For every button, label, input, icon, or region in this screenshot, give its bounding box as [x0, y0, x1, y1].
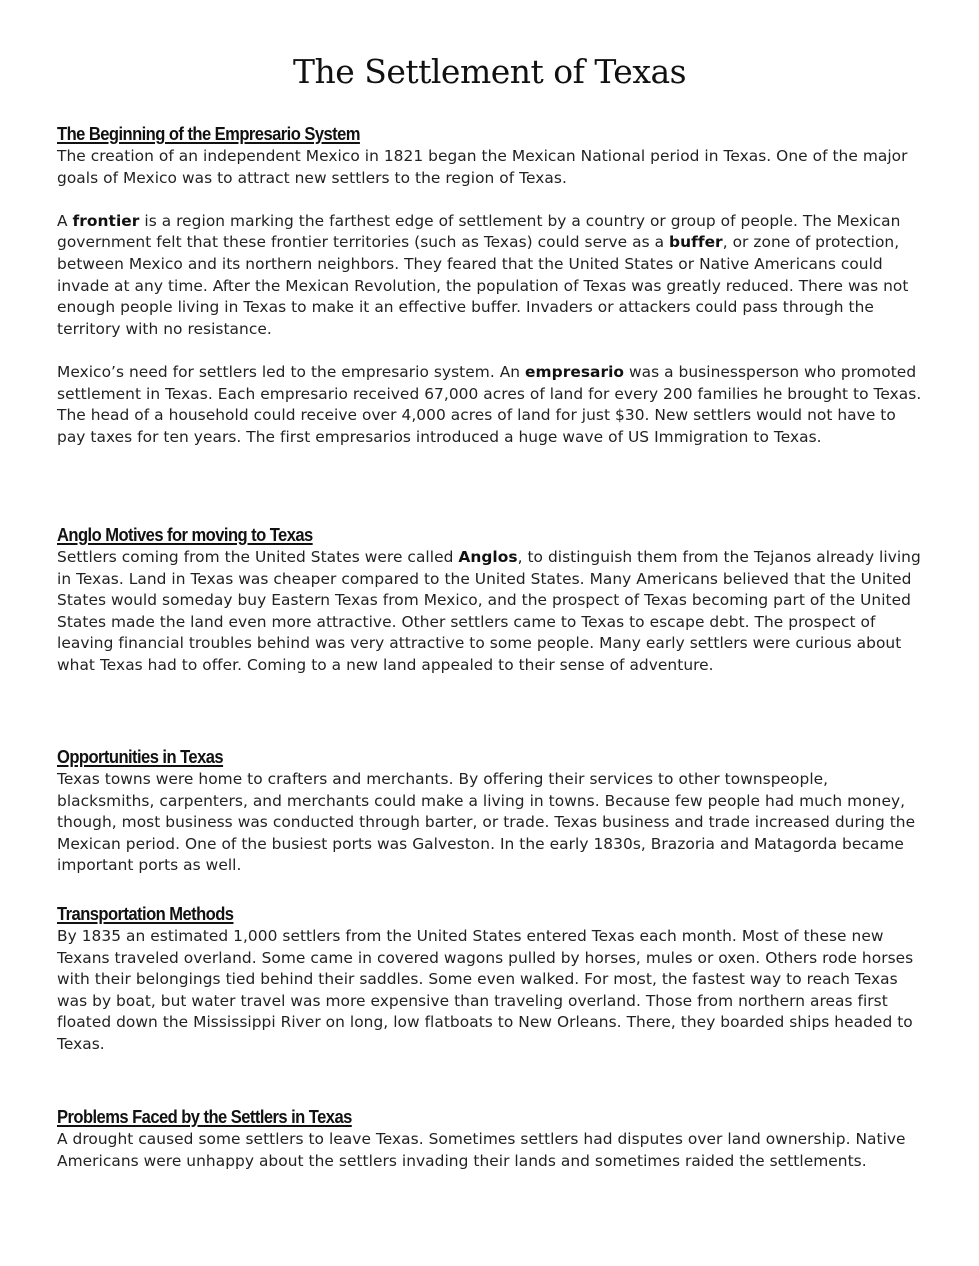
section-heading: Anglo Motives for moving to Texas [57, 525, 313, 545]
key-term-empresario: empresario [525, 362, 625, 381]
key-term-buffer: buffer [669, 233, 723, 252]
section-heading: The Beginning of the Empresario System [57, 124, 360, 144]
paragraph [57, 211, 925, 341]
key-term-frontier: frontier [72, 211, 140, 230]
paragraph-text: The creation of an independent Mexico in 1821 began the Mexican National period in Texas. One of the major goals of Mexico was to attract new settlers to the region of Texas. [57, 147, 908, 187]
section-problems [57, 1105, 925, 1172]
paragraph-text: A drought caused some settlers to leave Texas. Sometimes settlers had disputes over land ownership. Native Americans were unhappy about the settlers invading their lands and sometimes raided the settlements. [57, 1130, 906, 1170]
section-empresario-system [57, 122, 925, 448]
paragraph-text: By 1835 an estimated 1,000 settlers from the United States entered Texas each month. Most of these new Texans traveled overland. Some came in covered wagons pulled by horses, mules or oxen. Others rode horses with their belongings tied behind their saddles. Some even walked. For most, the fastest way to reach Texas was by boat, but water travel was more expensive than traveling overland. Those from northern areas first floated down the Mississippi River on long, low flatboats to New Orleans. There, they boarded ships headed to Texas. [57, 927, 914, 1053]
paragraph-text: Settlers coming from the United States were called [57, 548, 459, 566]
paragraph [57, 146, 925, 189]
section-heading: Opportunities in Texas [57, 747, 224, 767]
section-opportunities [57, 745, 925, 877]
paragraph-text: was a businessperson who promoted settlement in Texas. Each empresario received 67,000 acres of land for every 200 families he brought to Texas. The head of a household could receive over 4,000 acres of land for just $30. New settlers would not have to pay taxes for ten years. The first empresarios introduced a huge wave of US Immigration to Texas. [57, 362, 922, 446]
paragraph-text: , to distinguish them from the Tejanos already living in Texas. Land in Texas was cheaper compared to the United States. Many Americans believed that the United States would someday buy Eastern Texas from Mexico, and the prospect of Texas becoming part of the United States made the land even more attractive. Other settlers came to Texas to escape debt. The prospect of leaving financial troubles behind was very attractive to some people. Many early settlers were curious about what Texas had to offer. Coming to a new land appealed to their sense of adventure. [57, 548, 921, 674]
paragraph [57, 926, 925, 1056]
paragraph [57, 1129, 925, 1172]
paragraph-text: Mexico’s need for settlers led to the empresario system. An [57, 362, 526, 381]
paragraph-text: Texas towns were home to crafters and merchants. By offering their services to other townspeople, blacksmiths, carpenters, and merchants could make a living in towns. Because few people had much money, though, most business was conducted through barter, or trade. Texas business and trade increased during the Mexican period. One of the busiest ports was Galveston. In the early 1830s, Brazoria and Matagorda became important ports as well. [57, 770, 916, 875]
paragraph-text: A [57, 211, 73, 230]
section-heading: Problems Faced by the Settlers in Texas [57, 1107, 352, 1127]
paragraph-text: , or zone of protection, between Mexico and its northern neighbors. They feared that the United States or Native Americans could invade at any time. After the Mexican Revolution, the population of Texas was greatly reduced. There was not enough people living in Texas to make it an effective buffer. Invaders or attackers could pass through the territory with no resistance. [57, 233, 909, 338]
section-transportation [57, 902, 925, 1056]
section-anglo-motives [57, 523, 925, 677]
paragraph [57, 769, 925, 877]
paragraph [57, 547, 925, 677]
paragraph-text: is a region marking the farthest edge of settlement by a country or group of people. The Mexican government felt that these frontier territories (such as Texas) could serve as a [57, 211, 901, 252]
paragraph [57, 362, 925, 448]
page-title: The Settlement of Texas [292, 52, 687, 91]
key-term-anglos: Anglos [458, 548, 518, 566]
section-heading: Transportation Methods [57, 904, 234, 924]
